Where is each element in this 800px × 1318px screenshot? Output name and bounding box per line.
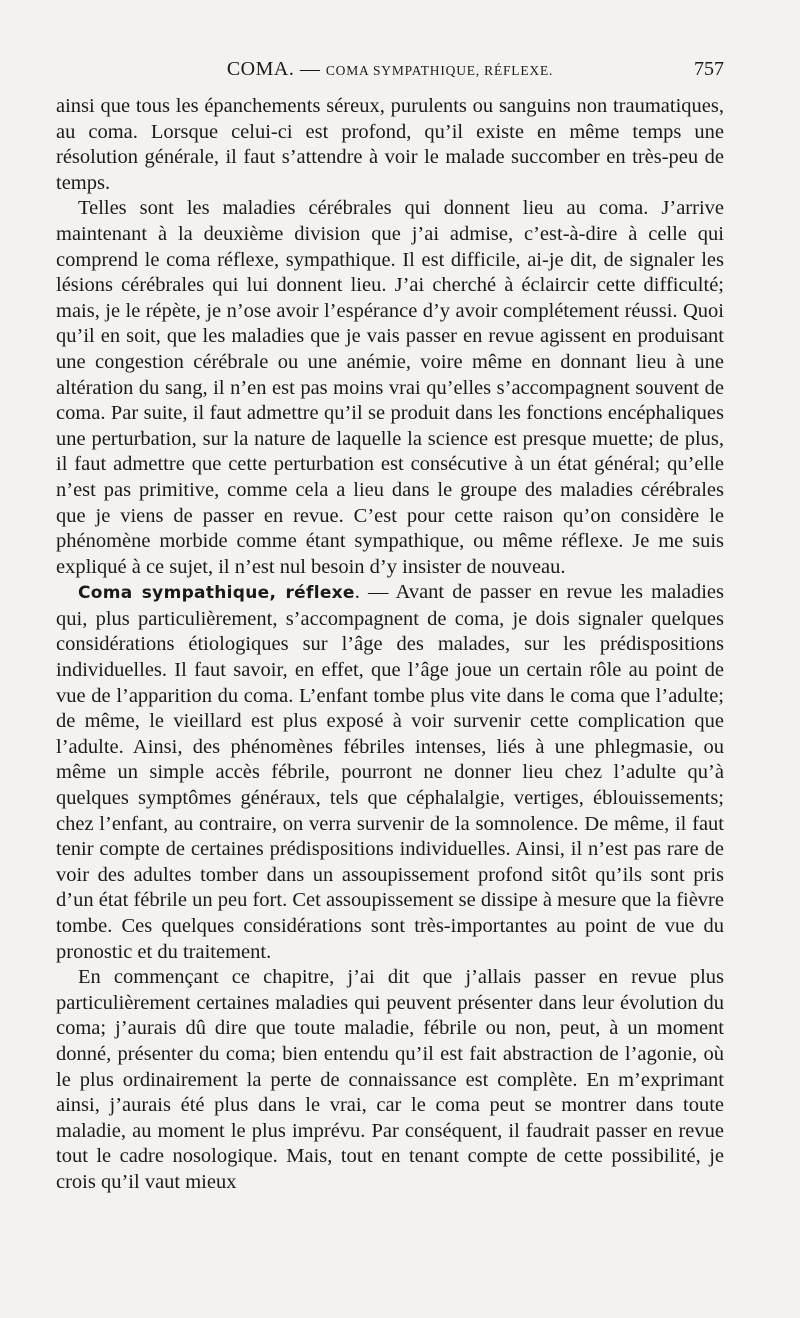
- paragraph-1: ainsi que tous les épanchements séreux, purulents ou sanguins non traumatiques, au coma. Lorsque celui-ci est profond, qu’il existe en même temps une résolution générale, il faut s’attendre à voir le malade succomber en très-peu de temps.: [56, 95, 724, 194]
- running-title-dash: —: [299, 58, 321, 80]
- section-heading: [78, 583, 355, 603]
- running-header: [56, 58, 724, 88]
- paragraph-2: Telles sont les maladies cérébrales qui donnent lieu au coma. J’arrive maintenant à la deuxième division que j’ai admise, c’est-à-dire à celle qui comprend le coma réflexe, sympathique. Il est difficile, ai-je dit, de signaler les lésions cérébrales qui lui donnent lieu. J’ai cherché à éclaircir cette difficulté; mais, je le répète, je n’ose avoir l’espérance d’y avoir complétement réussi. Quoi qu’il en soit, que les maladies que je vais passer en revue agissent en produisant une congestion cérébrale ou une anémie, voire même en donnant lieu à une altération du sang, il n’en est pas moins vrai qu’elles s’accompagnent souvent de coma. Par suite, il faut admettre qu’il se produit dans les fonctions encéphaliques une perturbation, sur la nature de laquelle la science est presque muette; de plus, il faut admettre que cette perturbation est consécutive à un état général; qu’elle n’est pas primitive, comme cela a lieu dans le groupe des maladies cérébrales que je viens de passer en revue. C’est pour cette raison qu’on considère le phénomène morbide comme étant sympathique, ou même réflexe. Je me suis expliqué à ce sujet, il n’est nul besoin d’y insister de nouveau.: [56, 197, 724, 578]
- section-heading-sep: ,: [269, 583, 277, 604]
- section-heading-end: . —: [354, 581, 389, 604]
- running-title-main: COMA.: [226, 58, 295, 80]
- section-heading-part-2: réflexe: [285, 583, 355, 604]
- paragraph-3-text: Avant de passer en revue les maladies qui, plus particulièrement, s’accompagnent de coma, je dois signaler quelques considérations étiologiques sur l’âge des malades, sur les prédispositions individuelles. Il faut savoir, en effet, que l’âge joue un certain rôle au point de vue de l’apparition du coma. L’enfant tombe plus vite dans le coma que l’adulte; de même, le vieillard est plus exposé à voir survenir cette complication que l’adulte. Ainsi, des phénomènes fébriles intenses, liés à une phlegmasie, ou même un simple accès fébrile, pourront ne donner lieu chez l’adulte qu’à quelques symptômes généraux, tels que céphalalgie, vertiges, éblouissements; chez l’enfant, au contraire, on verra survenir de la somnolence. De même, il faut tenir compte de certaines prédispositions individuelles. Ainsi, il n’est pas rare de voir des adultes tomber dans un assoupissement profond sitôt qu’ils sont pris d’un état fébrile un peu fort. Cet assoupissement se dissipe à mesure que la fièvre tombe. Ces quelques considérations sont très-importantes au point de vue du pronostic et du traitement.: [56, 581, 725, 963]
- body-text: [56, 94, 724, 1196]
- page-number: 757: [694, 58, 724, 80]
- section-heading-part-1: Coma sympathique: [78, 583, 270, 604]
- running-title: [56, 58, 724, 81]
- running-title-sub: COMA SYMPATHIQUE, RÉFLEXE.: [325, 63, 554, 78]
- paragraph-3: [56, 580, 724, 965]
- paragraph-4: En commençant ce chapitre, j’ai dit que j’allais passer en revue plus particulièrement certaines maladies qui peuvent présenter dans leur évolution du coma; j’aurais dû dire que toute maladie, fébrile ou non, peut, à un moment donné, présenter du coma; bien entendu qu’il est fait abstraction de l’agonie, où le plus ordinairement la perte de connaissance est complète. En m’exprimant ainsi, j’aurais été plus dans le vrai, car le coma peut se montrer dans toute maladie, au moment le plus imprévu. Par conséquent, il faudrait passer en revue tout le cadre nosologique. Mais, tout en tenant compte de cette possibilité, je crois qu’il vaut mieux: [56, 966, 724, 1193]
